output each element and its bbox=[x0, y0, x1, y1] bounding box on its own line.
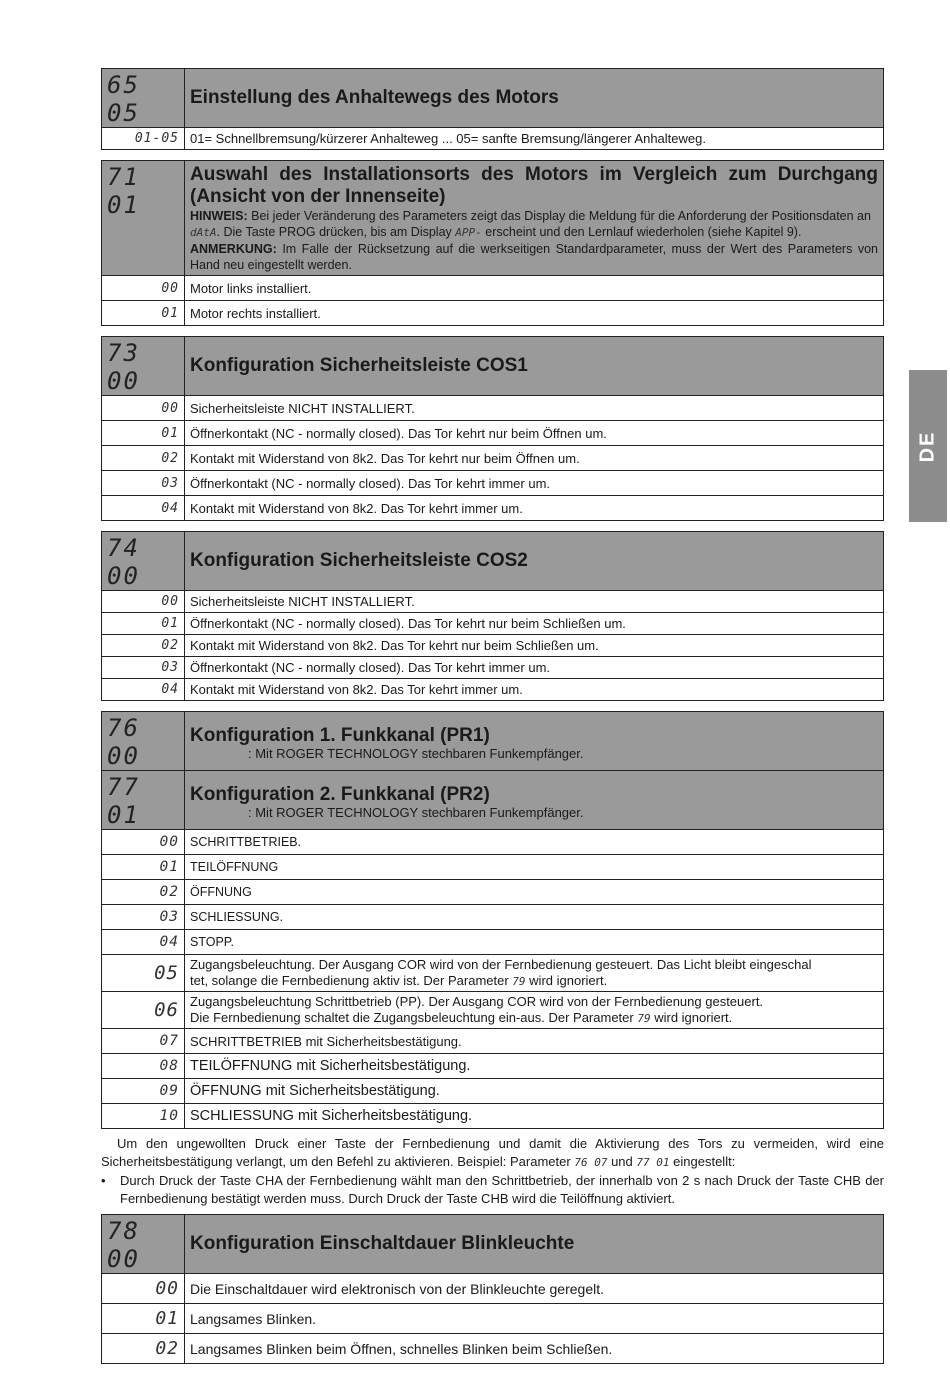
param-title: Konfiguration 1. Funkkanal (PR1) bbox=[190, 724, 490, 746]
value-text: SCHRITTBETRIEB mit Sicherheitsbestätigung. bbox=[185, 1029, 884, 1054]
table-row bbox=[102, 613, 884, 635]
value-text: Motor rechts installiert. bbox=[185, 301, 884, 326]
param-code: 65 05 bbox=[102, 69, 185, 128]
param-title: Auswahl des Installationsorts des Motors im Vergleich zum Durchgang (Ansicht von der Innenseite) bbox=[190, 164, 878, 207]
param-table-65 bbox=[101, 68, 884, 150]
param-header bbox=[102, 532, 884, 591]
value-code: 02 bbox=[102, 880, 185, 905]
param-code: 73 00 bbox=[102, 337, 185, 396]
param-table-76-77 bbox=[101, 711, 884, 1129]
table-row bbox=[102, 301, 884, 326]
table-row bbox=[102, 1274, 884, 1304]
table-row bbox=[102, 471, 884, 496]
value-text: Sicherheitsleiste NICHT INSTALLIERT. bbox=[185, 396, 884, 421]
value-text: SCHLIESSUNG mit Sicherheitsbestätigung. bbox=[185, 1104, 884, 1129]
value-text: Zugangsbeleuchtung. Der Ausgang COR wird von der Fernbedienung gesteuert. Das Licht bleibt eingeschal tet, solange die Fernbedienung aktiv ist. Der Parameter 79 wird ignoriert. bbox=[185, 955, 884, 992]
table-row bbox=[102, 905, 884, 930]
table-row bbox=[102, 679, 884, 701]
param-title: Konfiguration Sicherheitsleiste COS2 bbox=[185, 532, 884, 591]
param-header bbox=[102, 69, 884, 128]
param-header bbox=[102, 161, 884, 276]
bullet-text: Durch Druck der Taste CHA der Fernbedienung wählt man den Schrittbetrieb, der innerhalb von 2 s nach Druck der Taste CHB der Fernbedienung bestätigt werden muss. Durch Druck der Taste CHB wird die Teilöffnung aktiviert. bbox=[120, 1173, 884, 1206]
table-row bbox=[102, 1054, 884, 1079]
example-param-code: 77 01 bbox=[636, 1156, 670, 1169]
param-title-block bbox=[185, 712, 884, 771]
param-code: 77 01 bbox=[102, 771, 185, 830]
bullet-symbol: • bbox=[101, 1173, 106, 1188]
value-code: 00 bbox=[102, 830, 185, 855]
value-text: TEILÖFFNUNG mit Sicherheitsbestätigung. bbox=[185, 1054, 884, 1079]
explanation-paragraph bbox=[101, 1135, 884, 1208]
value-code: 06 bbox=[102, 992, 185, 1029]
table-row bbox=[102, 128, 884, 150]
param-code: 71 01 bbox=[102, 161, 185, 276]
param-table-73 bbox=[101, 336, 884, 521]
value-code: 01-05 bbox=[102, 128, 185, 150]
value-text: Öffnerkontakt (NC - normally closed). Das Tor kehrt nur beim Öffnen um. bbox=[185, 421, 884, 446]
param-table-74 bbox=[101, 531, 884, 701]
bullet-item bbox=[101, 1172, 884, 1208]
value-code: 07 bbox=[102, 1029, 185, 1054]
param-title-block bbox=[185, 771, 884, 830]
hinweis-note: HINWEIS: Bei jeder Veränderung des Parameters zeigt das Display die Meldung für die Anforderung der Positionsdaten an dAtA. Die Taste PROG drücken, bis am Display APP- erscheint und den Lernlauf wiederholen (siehe Kapitel 9). bbox=[190, 209, 871, 239]
table-row bbox=[102, 276, 884, 301]
value-code: 02 bbox=[102, 635, 185, 657]
value-code: 00 bbox=[102, 1274, 185, 1304]
param-header bbox=[102, 712, 884, 771]
value-code: 00 bbox=[102, 591, 185, 613]
param-table-78 bbox=[101, 1214, 884, 1364]
param-code: 74 00 bbox=[102, 532, 185, 591]
value-text: SCHLIESSUNG. bbox=[185, 905, 884, 930]
param-subtitle: : Mit ROGER TECHNOLOGY stechbaren Funkempfänger. bbox=[248, 804, 584, 820]
anmerkung-note: ANMERKUNG: Im Falle der Rücksetzung auf die werkseitigen Standardparameter, muss der Wert des Parameters von Hand neu eingestellt werden. bbox=[190, 242, 878, 272]
example-param-code: 76 07 bbox=[574, 1156, 608, 1169]
display-app-code: APP- bbox=[455, 226, 482, 239]
table-row bbox=[102, 1104, 884, 1129]
value-code: 01 bbox=[102, 421, 185, 446]
language-side-tab bbox=[909, 370, 947, 522]
value-text: Kontakt mit Widerstand von 8k2. Das Tor kehrt nur beim Öffnen um. bbox=[185, 446, 884, 471]
value-code: 00 bbox=[102, 396, 185, 421]
value-text: SCHRITTBETRIEB. bbox=[185, 830, 884, 855]
table-row bbox=[102, 930, 884, 955]
table-row bbox=[102, 1029, 884, 1054]
value-text: Die Einschaltdauer wird elektronisch von der Blinkleuchte geregelt. bbox=[185, 1274, 884, 1304]
value-code: 04 bbox=[102, 930, 185, 955]
table-row bbox=[102, 591, 884, 613]
value-text: Langsames Blinken. bbox=[185, 1304, 884, 1334]
value-text: Zugangsbeleuchtung Schrittbetrieb (PP). Der Ausgang COR wird von der Fernbedienung gesteuert. Die Fernbedienung schaltet die Zugangsbeleuchtung ein-aus. Der Parameter 79 wird ignoriert. bbox=[185, 992, 884, 1029]
value-text: Sicherheitsleiste NICHT INSTALLIERT. bbox=[185, 591, 884, 613]
table-row bbox=[102, 955, 884, 992]
value-code: 01 bbox=[102, 613, 185, 635]
value-code: 02 bbox=[102, 1334, 185, 1364]
table-row bbox=[102, 1334, 884, 1364]
value-text: Öffnerkontakt (NC - normally closed). Das Tor kehrt immer um. bbox=[185, 471, 884, 496]
table-row bbox=[102, 880, 884, 905]
param-title-block bbox=[185, 161, 884, 276]
param-title: Einstellung des Anhaltewegs des Motors bbox=[185, 69, 884, 128]
value-text: Kontakt mit Widerstand von 8k2. Das Tor kehrt nur beim Schließen um. bbox=[185, 635, 884, 657]
value-code: 03 bbox=[102, 471, 185, 496]
display-data-code: dAtA bbox=[190, 226, 217, 239]
value-text: Kontakt mit Widerstand von 8k2. Das Tor kehrt immer um. bbox=[185, 496, 884, 521]
table-row bbox=[102, 396, 884, 421]
value-code: 10 bbox=[102, 1104, 185, 1129]
table-row bbox=[102, 1304, 884, 1334]
table-row bbox=[102, 657, 884, 679]
page-content bbox=[101, 68, 884, 1374]
value-code: 01 bbox=[102, 301, 185, 326]
value-code: 03 bbox=[102, 905, 185, 930]
value-text: TEILÖFFNUNG bbox=[185, 855, 884, 880]
param-code: 78 00 bbox=[102, 1215, 185, 1274]
value-text: 01= Schnellbremsung/kürzerer Anhalteweg ... 05= sanfte Bremsung/längerer Anhalteweg. bbox=[185, 128, 884, 150]
value-code: 05 bbox=[102, 955, 185, 992]
value-code: 08 bbox=[102, 1054, 185, 1079]
param-title: Konfiguration 2. Funkkanal (PR2) bbox=[190, 783, 490, 805]
param-header bbox=[102, 771, 884, 830]
value-code: 04 bbox=[102, 496, 185, 521]
table-row bbox=[102, 421, 884, 446]
value-text: Kontakt mit Widerstand von 8k2. Das Tor kehrt immer um. bbox=[185, 679, 884, 701]
param-header bbox=[102, 337, 884, 396]
value-code: 00 bbox=[102, 276, 185, 301]
table-row bbox=[102, 1079, 884, 1104]
table-row bbox=[102, 830, 884, 855]
value-text: Motor links installiert. bbox=[185, 276, 884, 301]
table-row bbox=[102, 992, 884, 1029]
paragraph-text: Um den ungewollten Druck einer Taste der Fernbedienung und damit die Aktivierung des Tors zu vermeiden, wird eine Sicherheitsbestätigung verlangt, um den Befehl zu aktivieren. Beispiel: Parameter 76 07 und 77 01 eingestellt: bbox=[101, 1136, 884, 1169]
param-header bbox=[102, 1215, 884, 1274]
table-row bbox=[102, 496, 884, 521]
table-row bbox=[102, 635, 884, 657]
table-row bbox=[102, 446, 884, 471]
param-code: 76 00 bbox=[102, 712, 185, 771]
value-code: 09 bbox=[102, 1079, 185, 1104]
param-title: Konfiguration Einschaltdauer Blinkleuchte bbox=[185, 1215, 884, 1274]
value-text: Langsames Blinken beim Öffnen, schnelles Blinken beim Schließen. bbox=[185, 1334, 884, 1364]
value-code: 02 bbox=[102, 446, 185, 471]
value-code: 01 bbox=[102, 1304, 185, 1334]
value-text: Öffnerkontakt (NC - normally closed). Das Tor kehrt immer um. bbox=[185, 657, 884, 679]
value-code: 04 bbox=[102, 679, 185, 701]
language-label: DE bbox=[916, 430, 939, 462]
param-subtitle: : Mit ROGER TECHNOLOGY stechbaren Funkempfänger. bbox=[248, 745, 584, 761]
param-table-71 bbox=[101, 160, 884, 326]
value-text: ÖFFNUNG mit Sicherheitsbestätigung. bbox=[185, 1079, 884, 1104]
value-text: STOPP. bbox=[185, 930, 884, 955]
param-title: Konfiguration Sicherheitsleiste COS1 bbox=[185, 337, 884, 396]
value-text: ÖFFNUNG bbox=[185, 880, 884, 905]
table-row bbox=[102, 855, 884, 880]
value-code: 01 bbox=[102, 855, 185, 880]
value-code: 03 bbox=[102, 657, 185, 679]
value-text: Öffnerkontakt (NC - normally closed). Das Tor kehrt nur beim Schließen um. bbox=[185, 613, 884, 635]
